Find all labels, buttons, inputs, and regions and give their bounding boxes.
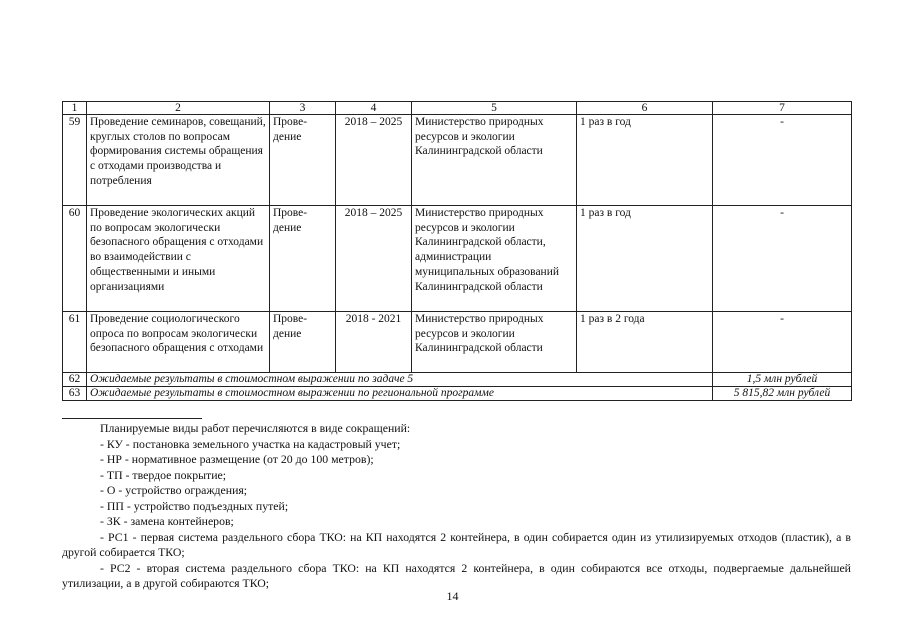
footnotes <box>62 421 851 592</box>
row-type: Прове- дение <box>270 206 336 312</box>
footnote-item: - ЗК - замена контейнеров; <box>100 514 234 528</box>
footnote-item: - РС2 - вторая система раздельного сбора ТКО: на КП находятся 2 контейнера, в один собираются все отходы, подвергаемые дальнейшей утилизации, а в другой собираются ТКО; <box>62 560 851 590</box>
header-cell: 7 <box>713 102 852 115</box>
header-cell: 4 <box>336 102 412 115</box>
footnote-item: - НР - нормативное размещение (от 20 до 100 метров); <box>100 452 374 466</box>
row-cost: - <box>713 206 852 312</box>
program-table <box>62 101 852 401</box>
footnote-item: - РС1 - первая система раздельного сбора ТКО: на КП находятся 2 контейнера, в один собирается один из утилизируемых отходов (пластик), а в другой собирается ТКО; <box>62 529 851 559</box>
footnote-intro: Планируемые виды работ перечисляются в виде сокращений: <box>100 421 411 435</box>
row-frequency: 1 раз в 2 года <box>577 312 713 373</box>
row-number: 62 <box>63 373 87 387</box>
row-number: 63 <box>63 387 87 401</box>
header-cell: 1 <box>63 102 87 115</box>
table-row <box>63 206 852 312</box>
footnote-item: - ТП - твердое покрытие; <box>100 467 227 482</box>
row-type: Прове- дение <box>270 312 336 373</box>
row-cost: - <box>713 115 852 206</box>
row-cost: - <box>713 312 852 373</box>
page-number: 14 <box>446 589 459 603</box>
row-name: Проведение семинаров, совещаний, круглых столов по вопросам формирования системы обращения с отходами производства и потребления <box>87 115 270 206</box>
row-frequency: 1 раз в год <box>577 115 713 206</box>
summary-value: 5 815,82 млн рублей <box>713 387 852 401</box>
row-period: 2018 – 2025 <box>336 115 412 206</box>
header-cell: 2 <box>87 102 270 115</box>
row-name: Проведение социологического опроса по вопросам экологически безопасного обращения с отходами <box>87 312 270 373</box>
row-period: 2018 – 2025 <box>336 206 412 312</box>
summary-label: Ожидаемые результаты в стоимостном выражении по задаче 5 <box>87 373 713 387</box>
row-number: 60 <box>63 206 87 312</box>
row-number: 61 <box>63 312 87 373</box>
summary-value: 1,5 млн рублей <box>713 373 852 387</box>
table-row <box>63 312 852 373</box>
summary-row <box>63 387 852 401</box>
row-number: 59 <box>63 115 87 206</box>
header-cell: 5 <box>412 102 577 115</box>
row-type: Прове- дение <box>270 115 336 206</box>
summary-row <box>63 373 852 387</box>
row-name: Проведение экологических акций по вопросам экологически безопасного обращения с отходами во взаимодействии с общественными и иными организациями <box>87 206 270 312</box>
row-executor: Министерство природных ресурсов и экологии Калининградской области, администрации муниципальных образований Калининградской области <box>412 206 577 312</box>
table-row <box>63 115 852 206</box>
summary-label: Ожидаемые результаты в стоимостном выражении по региональной программе <box>87 387 713 401</box>
row-executor: Министерство природных ресурсов и экологии Калининградской области <box>412 312 577 373</box>
footnote-divider <box>62 418 202 419</box>
footnote-item: - О - устройство ограждения; <box>100 483 248 497</box>
footnote-item: - КУ - постановка земельного участка на кадастровый учет; <box>100 436 401 451</box>
header-cell: 6 <box>577 102 713 115</box>
header-cell: 3 <box>270 102 336 115</box>
footnote-item: - ПП - устройство подъездных путей; <box>100 498 289 513</box>
table-header-row <box>63 102 852 115</box>
row-period: 2018 - 2021 <box>336 312 412 373</box>
row-frequency: 1 раз в год <box>577 206 713 312</box>
row-executor: Министерство природных ресурсов и экологии Калининградской области <box>412 115 577 206</box>
